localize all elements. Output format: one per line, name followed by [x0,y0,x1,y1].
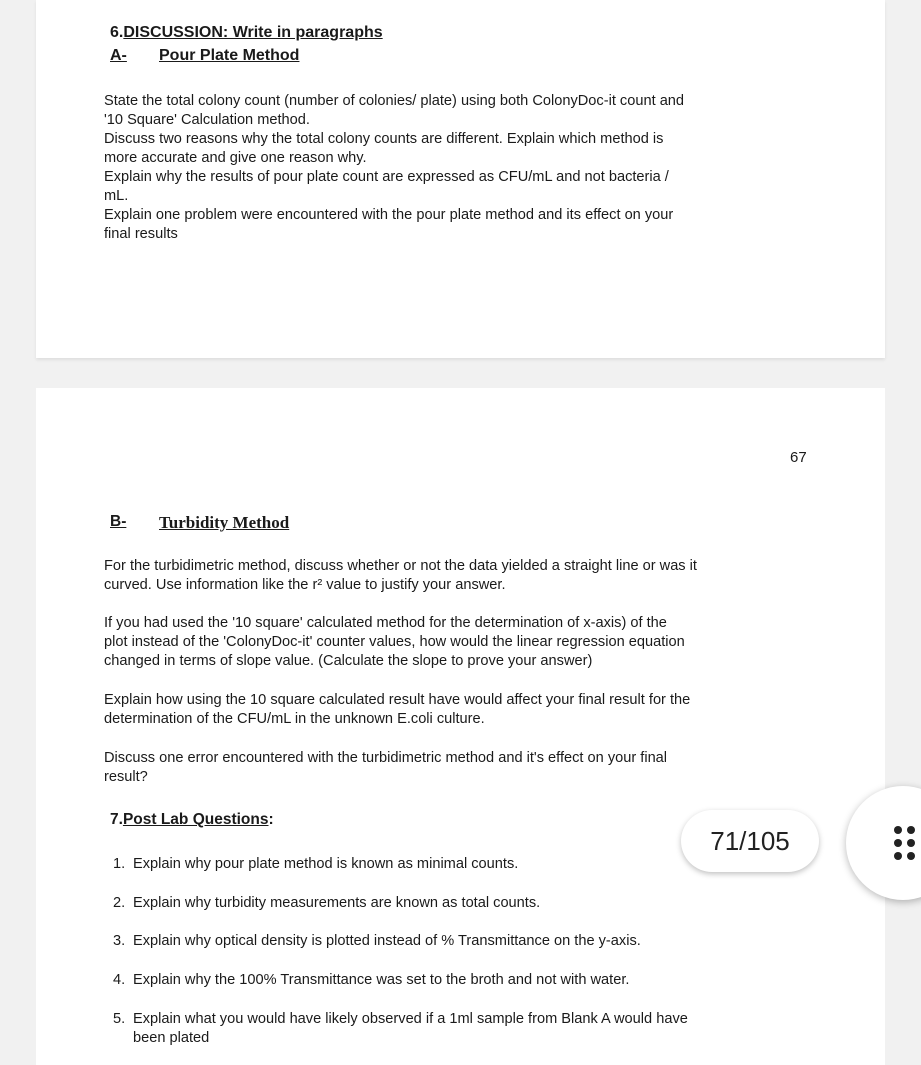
text-line: Discuss two reasons why the total colony counts are different. Explain which method is [104,131,664,147]
text-line: mL. [104,188,129,204]
section-6-heading [110,24,383,42]
question-text: Explain why turbidity measurements are known as total counts. [133,895,541,911]
question-text: been plated [133,1030,210,1046]
list-item [113,932,793,951]
list-item [113,1010,793,1048]
section-6-title: DISCUSSION: Write in paragraphs [123,24,383,41]
page-indicator[interactable]: 71/105 [681,810,819,872]
question-number: 1. [113,856,126,872]
subsection-b-label: B- [110,513,127,530]
question-number: 3. [113,933,126,949]
question-number: 4. [113,972,126,988]
pour-plate-instructions [104,92,780,244]
question-text: Explain why the 100% Transmittance was set to the broth and not with water. [133,972,630,988]
subsection-b-title: Turbidity Method [159,513,290,532]
text-line: State the total colony count (number of colonies/ plate) using both ColonyDoc-it count and [104,93,685,109]
question-number: 5. [113,1011,126,1027]
subsection-a-title: Pour Plate Method [159,47,300,64]
question-text: Explain what you would have likely observed if a 1ml sample from Blank A would have [133,1011,688,1027]
section-6-number: 6. [110,24,124,41]
turbidity-paragraph-2 [104,614,780,671]
question-text: Explain why optical density is plotted instead of % Transmittance on the y-axis. [133,933,641,949]
question-number: 2. [113,895,126,911]
text-line: Discuss one error encountered with the turbidimetric method and it's effect on your final [104,750,668,766]
text-line: result? [104,769,148,785]
text-line: Explain how using the 10 square calculated result have would affect your final result for the [104,692,691,708]
text-line: For the turbidimetric method, discuss whether or not the data yielded a straight line or was it [104,558,697,574]
list-item [113,971,793,990]
text-line: Explain why the results of pour plate count are expressed as CFU/mL and not bacteria / [104,169,669,185]
turbidity-paragraph-1 [104,557,780,595]
section-7-colon: : [268,811,274,828]
section-7-number: 7. [110,811,123,828]
text-line: plot instead of the 'ColonyDoc-it' counter values, how would the linear regression equation [104,634,685,650]
text-line: determination of the CFU/mL in the unknown E.coli culture. [104,711,485,727]
grid-dots-icon [894,826,918,860]
page-number: 67 [790,449,807,466]
text-line: If you had used the '10 square' calculated method for the determination of x-axis) of the [104,615,667,631]
section-7-title: Post Lab Questions [122,811,269,828]
list-item [113,894,793,913]
question-text: Explain why pour plate method is known as minimal counts. [133,856,519,872]
text-line: Explain one problem were encountered with the pour plate method and its effect on your [104,207,674,223]
section-7-heading [110,811,274,829]
text-line: more accurate and give one reason why. [104,150,367,166]
turbidity-paragraph-4 [104,749,780,787]
text-line: '10 Square' Calculation method. [104,112,310,128]
turbidity-paragraph-3 [104,691,780,729]
subsection-a-label: A- [110,47,127,64]
text-line: changed in terms of slope value. (Calculate the slope to prove your answer) [104,653,593,669]
text-line: curved. Use information like the r² value to justify your answer. [104,577,506,593]
text-line: final results [104,226,178,242]
